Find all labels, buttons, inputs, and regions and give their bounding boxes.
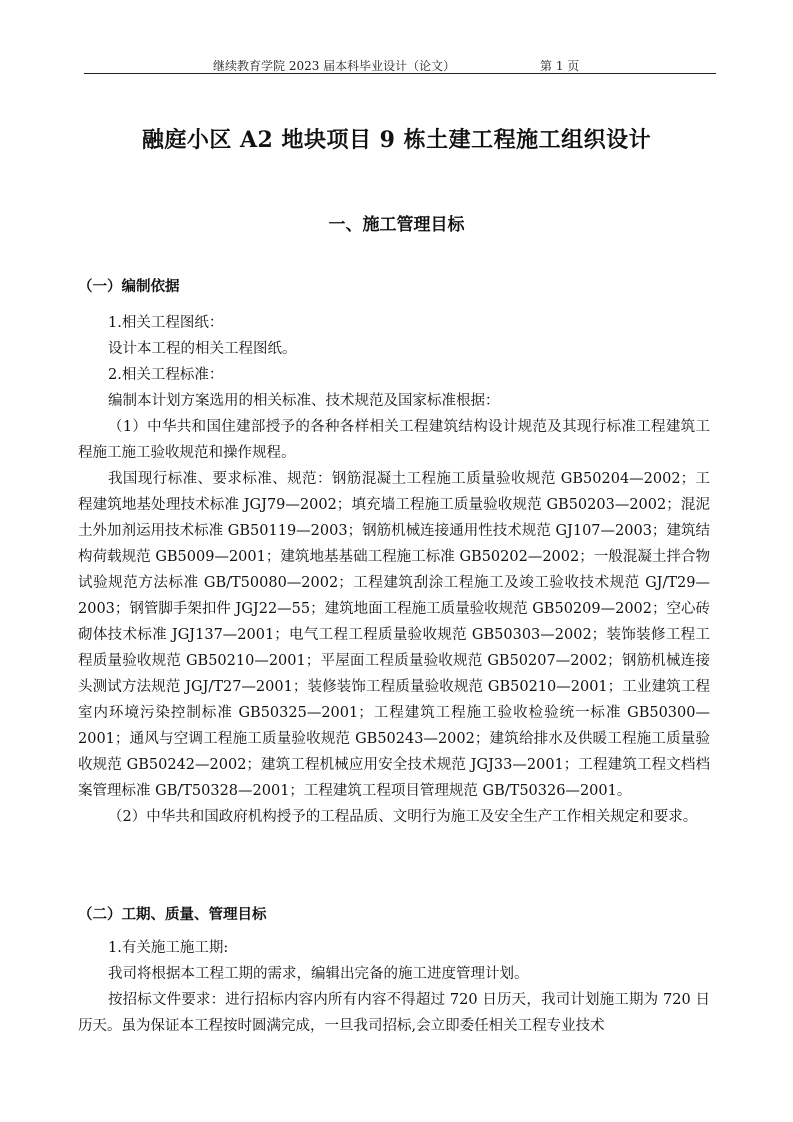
paragraph: 我司将根据本工程工期的需求，编辑出完备的施工进度管理计划。 [108, 966, 529, 982]
header-page-number: 第 1 页 [540, 59, 580, 73]
paragraph: 1.相关工程图纸： [108, 315, 224, 331]
subsection-body-goals [78, 935, 710, 1039]
subsection-title-basis: （一）编制依据 [78, 279, 180, 295]
paragraph: 编制本计划方案选用的相关标准、技术规范及国家标准根据： [108, 393, 500, 409]
paragraph: 1.有关施工施工期: [108, 940, 229, 956]
paragraph: 按招标文件要求：进行招标内容内所有内容不得超过 720 日历天，我司计划施工期为 720 日历天。虽为保证本工程按时圆满完成，一旦我司招标,会立即委任相关工程专业技术 [78, 992, 710, 1034]
paragraph: （1）中华共和国住建部授予的各种各样相关工程建筑结构设计规范及其现行标准工程建筑工程施工施工验收规范和操作规程。 [78, 419, 710, 461]
paragraph: 我国现行标准、要求标准、规范：钢筋混凝土工程施工质量验收规范 GB50204—2002；工程建筑地基处理技术标准 JGJ79—2002；填充墙工程施工质量验收规范 GB50203—2002；混泥土外加剂运用技术标准 GB50119—2003；钢筋机械连接通用性技术规范 GJ107—2003；建筑结构荷载规范 GB5009—2001；建筑地基基础工程施工标准 GB50202—2002；一般混凝土拌合物试验规范方法标准 GB/T50080—2002；工程建筑刮涂工程施工及竣工验收技术规范 GJ/T29—2003；钢管脚手架扣件 JGJ22—55；建筑地面工程施工质量验收规范 GB50209—2002；空心砖砌体技术标准 JGJ137—2001；电气工程工程质量验收规范 GB50303—2002；装饰装修工程工程质量验收规范 GB50210—2001；平屋面工程质量验收规范 GB50207—2002；钢筋机械连接头测试方法规范 JGJ/T27—2001；装修装饰工程质量验收规范 GB50210—2001；工业建筑工程室内环境污染控制标准 GB50325—2001；工程建筑工程施工验收检验统一标准 GB50300—2001；通风与空调工程施工质量验收规范 GB50243—2002；建筑给排水及供暖工程施工质量验收规范 GB50242—2002；建筑工程机械应用安全技术规范 JGJ33—2001；工程建筑工程文档档案管理标准 GB/T50328—2001；工程建筑工程项目管理规范 GB/T50326—2001。 [78, 471, 710, 799]
subsection-body-basis [78, 310, 710, 830]
subsection-title-goals: （二）工期、质量、管理目标 [78, 907, 267, 923]
paragraph: （2）中华共和国政府机构授予的工程品质、文明行为施工及安全生产工作相关规定和要求。 [108, 809, 698, 825]
paragraph: 设计本工程的相关工程图纸。 [108, 341, 297, 357]
section-title: 一、施工管理目标 [328, 215, 465, 235]
document-title: 融庭小区 A2 地块项目 9 栋土建工程施工组织设计 [141, 127, 652, 153]
header-rule [84, 73, 716, 74]
header-school: 继续教育学院 2023 届本科毕业设计（论文） [213, 59, 456, 73]
paragraph: 2.相关工程标准： [108, 367, 224, 383]
